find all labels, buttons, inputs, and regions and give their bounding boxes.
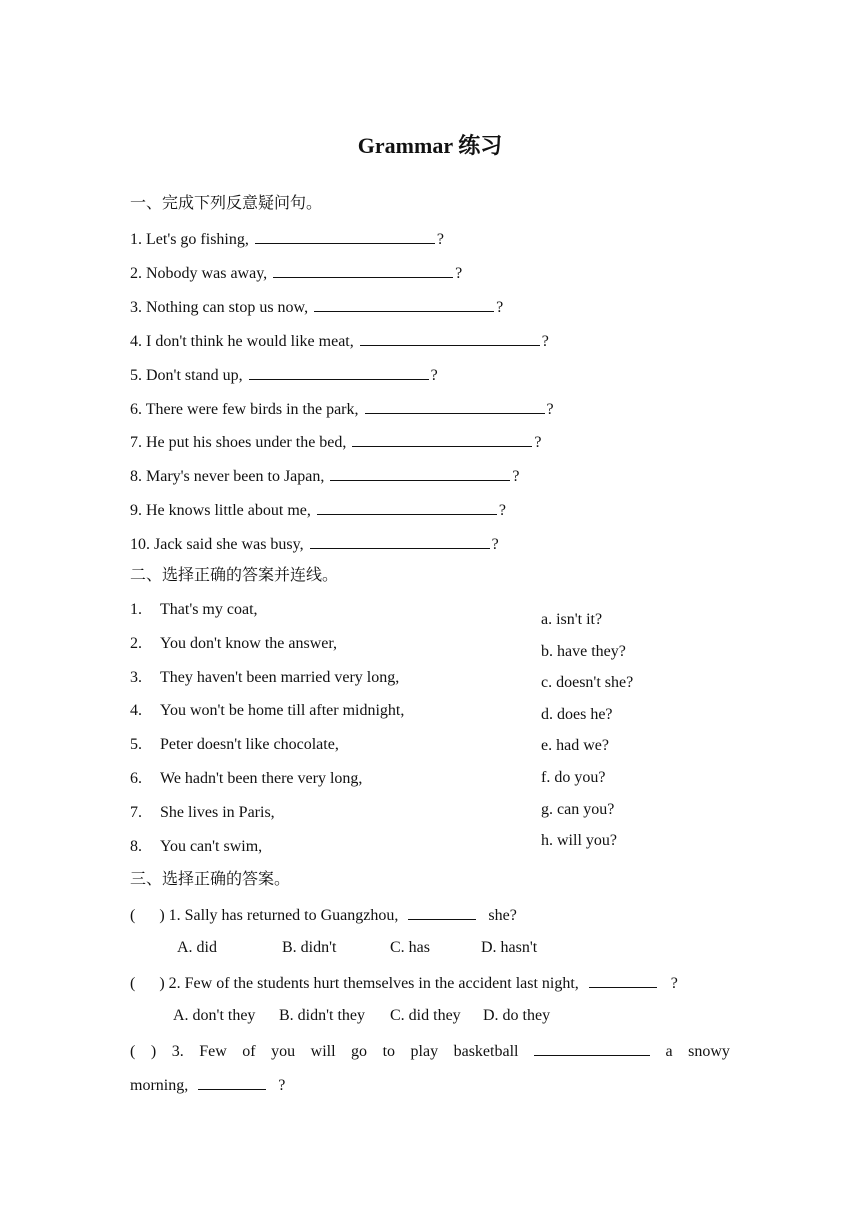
choice-b[interactable]: B. didn't — [282, 939, 337, 956]
section-3-heading: 三、选择正确的答案。 — [130, 871, 291, 888]
answer-blank[interactable] — [249, 363, 429, 380]
question-word: you — [271, 1043, 296, 1060]
question-word: go — [351, 1043, 368, 1060]
question-text: 1. Sally has returned to Guangzhou, — [168, 907, 399, 924]
answer-paren-open: ( — [130, 907, 136, 924]
statement-number: 1. — [130, 601, 142, 618]
question-mark: ? — [546, 400, 554, 418]
question-word: to — [382, 1043, 396, 1060]
question-mark: ? — [455, 264, 463, 282]
answer-blank[interactable] — [365, 397, 545, 414]
answer-blank[interactable] — [589, 971, 657, 988]
statement-text: You can't swim, — [160, 837, 263, 855]
question-mark: ? — [430, 366, 438, 384]
statement-number: 8. — [130, 837, 142, 855]
question-mark: ? — [491, 536, 499, 554]
question-word: 3. — [171, 1043, 184, 1060]
question-word: a — [665, 1043, 673, 1060]
answer-blank[interactable] — [352, 430, 532, 447]
choice-c[interactable]: C. has — [390, 939, 430, 956]
answer-blank[interactable] — [273, 261, 453, 278]
statement-item[interactable] — [130, 633, 337, 655]
answer-paren-close: ) — [159, 907, 165, 924]
page-title: Grammar 练习 — [357, 133, 503, 158]
choice-a[interactable]: A. don't they — [173, 1007, 256, 1024]
tag-option[interactable]: e. had we? — [541, 737, 609, 755]
statement-number: 4. — [130, 702, 142, 720]
section-2-heading: 二、选择正确的答案并连线。 — [130, 567, 339, 584]
question-text: 3. Nothing can stop us now, — [130, 298, 309, 316]
statement-text: She lives in Paris, — [160, 803, 275, 821]
answer-blank[interactable] — [330, 464, 510, 481]
tag-option[interactable]: f. do you? — [541, 769, 606, 786]
answer-blank[interactable] — [310, 532, 490, 549]
question-mark: ? — [512, 468, 520, 486]
tag-question-item — [130, 464, 519, 488]
statement-item[interactable] — [130, 836, 262, 858]
tag-question-item — [130, 498, 506, 522]
answer-blank[interactable] — [314, 295, 494, 312]
statement-number: 3. — [130, 668, 142, 686]
answer-paren-close: ) — [159, 975, 165, 992]
tag-option[interactable]: b. have they? — [541, 642, 626, 660]
question-mark: ? — [496, 298, 504, 316]
statement-text: We hadn't been there very long, — [160, 770, 363, 787]
statement-item[interactable] — [130, 700, 404, 722]
tag-question-item — [130, 430, 542, 454]
question-text: 8. Mary's never been to Japan, — [130, 468, 325, 486]
question-text: 2. Nobody was away, — [130, 264, 268, 282]
statement-number: 5. — [130, 736, 142, 754]
tag-question-item — [130, 363, 438, 387]
choice-c[interactable]: C. did they — [390, 1007, 461, 1024]
statement-text: Peter doesn't like chocolate, — [160, 736, 339, 754]
answer-blank[interactable] — [198, 1073, 266, 1090]
question-text: 5. Don't stand up, — [130, 366, 243, 384]
question-tail: she? — [488, 907, 517, 924]
question-tail: ? — [670, 975, 678, 992]
choice-d[interactable]: D. hasn't — [481, 939, 538, 956]
question-text: 10. Jack said she was busy, — [130, 536, 304, 554]
tag-question-item — [130, 397, 554, 421]
answer-blank[interactable] — [408, 903, 476, 920]
tag-option[interactable]: a. isn't it? — [541, 611, 603, 628]
tag-question-item — [130, 261, 462, 285]
question-mark: ? — [541, 332, 549, 350]
answer-blank[interactable] — [317, 498, 497, 515]
statement-item[interactable] — [130, 599, 258, 621]
answer-blank[interactable] — [255, 227, 435, 244]
tag-option[interactable]: c. doesn't she? — [541, 674, 634, 692]
question-word: morning, — [130, 1077, 189, 1094]
question-text: 6. There were few birds in the park, — [130, 400, 359, 418]
tag-option[interactable]: h. will you? — [541, 832, 617, 850]
section-1-heading: 一、完成下列反意疑问句。 — [130, 195, 323, 212]
question-word: play — [410, 1043, 439, 1060]
question-mark: ? — [498, 502, 506, 520]
question-word: basketball — [453, 1043, 519, 1060]
tag-question-item — [130, 532, 499, 556]
question-word: of — [242, 1043, 256, 1060]
tag-option[interactable]: g. can you? — [541, 800, 615, 818]
question-word: snowy — [688, 1043, 730, 1060]
statement-text: You won't be home till after midnight, — [160, 702, 405, 720]
question-mark: ? — [436, 231, 444, 248]
statement-text: You don't know the answer, — [160, 634, 338, 652]
statement-text: That's my coat, — [160, 601, 258, 618]
answer-paren-close: ) — [150, 1043, 157, 1060]
statement-number: 6. — [130, 770, 142, 787]
question-1 — [130, 903, 517, 927]
statement-item[interactable] — [130, 768, 362, 790]
question-text: 2. Few of the students hurt themselves in the accident last night, — [168, 975, 579, 992]
question-3-continued — [130, 1073, 285, 1097]
answer-blank[interactable] — [360, 329, 540, 346]
question-mark: ? — [534, 434, 542, 452]
answer-paren-open: ( — [130, 975, 136, 992]
choice-a[interactable]: A. did — [177, 939, 217, 956]
statement-number: 7. — [130, 803, 142, 821]
question-text: 7. He put his shoes under the bed, — [130, 434, 347, 452]
choice-d[interactable]: D. do they — [483, 1007, 551, 1024]
answer-paren-open: ( — [130, 1043, 136, 1060]
question-2 — [130, 971, 678, 995]
answer-blank[interactable] — [534, 1039, 650, 1056]
statement-text: They haven't been married very long, — [160, 668, 400, 686]
question-3 — [130, 1039, 730, 1063]
tag-question-item — [130, 227, 444, 251]
tag-option[interactable]: d. does he? — [541, 705, 613, 723]
question-tail: ? — [278, 1077, 286, 1094]
question-text: 9. He knows little about me, — [130, 502, 311, 520]
statement-item[interactable] — [130, 667, 399, 689]
question-text: 4. I don't think he would like meat, — [130, 332, 354, 350]
statement-number: 2. — [130, 634, 142, 652]
statement-item[interactable] — [130, 802, 275, 824]
tag-question-item — [130, 329, 549, 353]
question-text: 1. Let's go fishing, — [130, 231, 249, 248]
question-word: will — [310, 1043, 336, 1060]
statement-item[interactable] — [130, 734, 339, 756]
choice-b[interactable]: B. didn't they — [279, 1007, 365, 1024]
question-word: Few — [199, 1043, 227, 1060]
tag-question-item — [130, 295, 503, 319]
